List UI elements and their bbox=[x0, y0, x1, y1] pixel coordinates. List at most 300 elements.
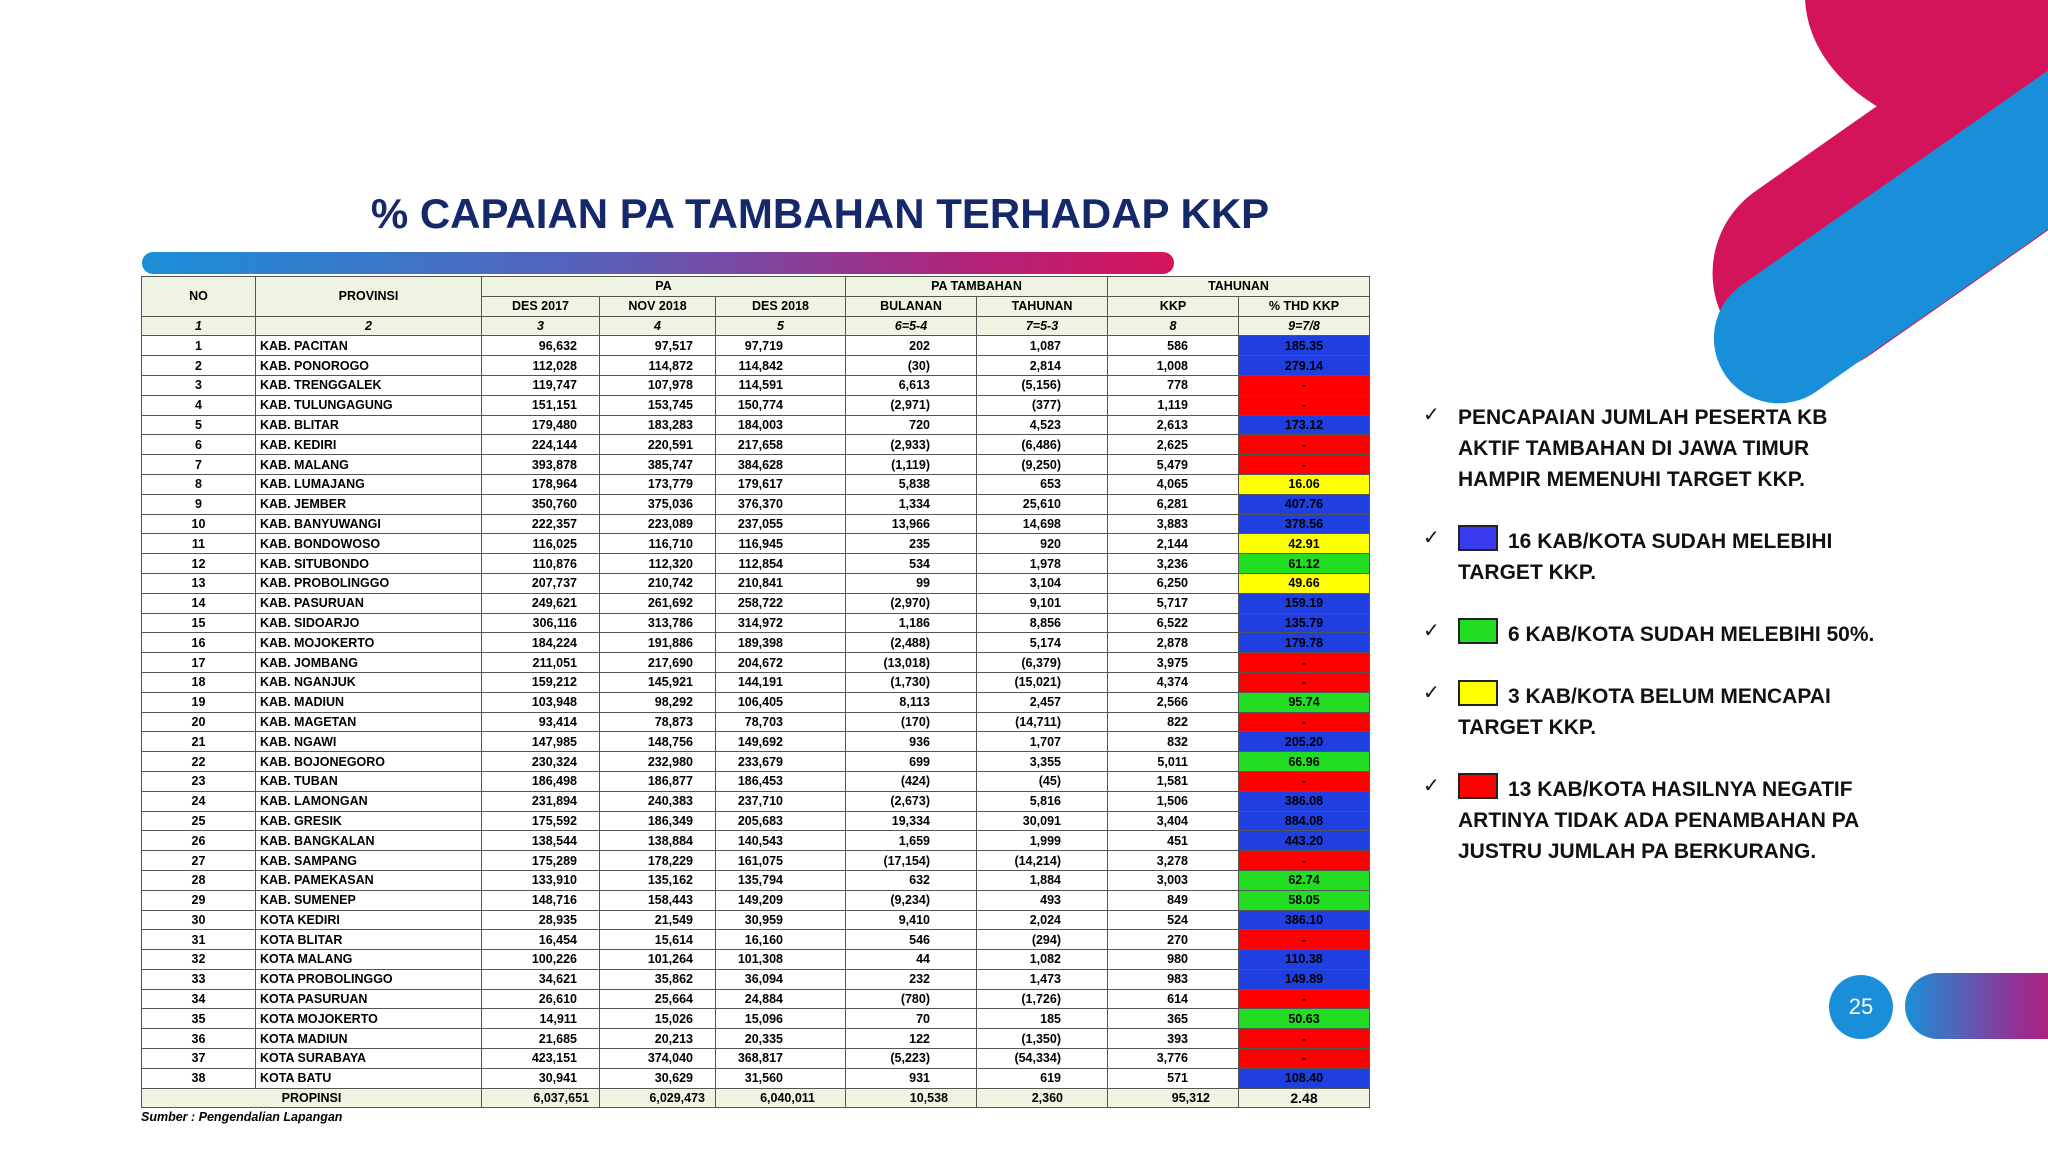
cell-des2017: 147,985 bbox=[482, 732, 600, 752]
cell-tahunan: 493 bbox=[977, 890, 1108, 910]
cell-bulanan: 9,410 bbox=[846, 910, 977, 930]
title-gradient-bar bbox=[142, 252, 1174, 274]
cell-no: 29 bbox=[142, 890, 256, 910]
cell-nov2018: 183,283 bbox=[600, 415, 716, 435]
cell-nov2018: 138,884 bbox=[600, 831, 716, 851]
cell-no: 28 bbox=[142, 870, 256, 890]
cell-tahunan: 3,104 bbox=[977, 573, 1108, 593]
cell-bulanan: 5,838 bbox=[846, 474, 977, 494]
table-row bbox=[142, 613, 1370, 633]
subheader-4: TAHUNAN bbox=[977, 296, 1108, 316]
cell-des2017: 179,480 bbox=[482, 415, 600, 435]
cell-bulanan: 936 bbox=[846, 732, 977, 752]
cell-des2018: 140,543 bbox=[716, 831, 846, 851]
cell-tahunan: (6,486) bbox=[977, 435, 1108, 455]
note-item-2 bbox=[1420, 618, 1880, 650]
cell-nov2018: 210,742 bbox=[600, 573, 716, 593]
cell-nov2018: 217,690 bbox=[600, 653, 716, 673]
cell-tahunan: (9,250) bbox=[977, 455, 1108, 475]
cell-kkp: 6,522 bbox=[1108, 613, 1239, 633]
cell-tahunan: 14,698 bbox=[977, 514, 1108, 534]
cell-des2017: 423,151 bbox=[482, 1049, 600, 1069]
cell-kkp: 451 bbox=[1108, 831, 1239, 851]
index-cell-3: 4 bbox=[600, 316, 716, 336]
cell-des2017: 93,414 bbox=[482, 712, 600, 732]
cell-kkp: 3,975 bbox=[1108, 653, 1239, 673]
cell-tahunan: 8,856 bbox=[977, 613, 1108, 633]
cell-kkp: 5,011 bbox=[1108, 752, 1239, 772]
cell-nov2018: 21,549 bbox=[600, 910, 716, 930]
cell-des2018: 314,972 bbox=[716, 613, 846, 633]
cell-pct: 58.05 bbox=[1239, 890, 1370, 910]
cell-no: 12 bbox=[142, 554, 256, 574]
cell-des2018: 15,096 bbox=[716, 1009, 846, 1029]
cell-des2018: 205,683 bbox=[716, 811, 846, 831]
cell-pct: - bbox=[1239, 455, 1370, 475]
cell-des2018: 144,191 bbox=[716, 672, 846, 692]
cell-tahunan: 30,091 bbox=[977, 811, 1108, 831]
cell-bulanan: (1,119) bbox=[846, 455, 977, 475]
table-row bbox=[142, 930, 1370, 950]
cell-pct: - bbox=[1239, 930, 1370, 950]
cell-des2018: 114,591 bbox=[716, 375, 846, 395]
cell-des2017: 175,289 bbox=[482, 851, 600, 871]
cell-tahunan: (1,726) bbox=[977, 989, 1108, 1009]
cell-nov2018: 240,383 bbox=[600, 791, 716, 811]
cell-des2018: 217,658 bbox=[716, 435, 846, 455]
total-bulanan: 10,538 bbox=[846, 1088, 977, 1108]
cell-nov2018: 191,886 bbox=[600, 633, 716, 653]
cell-kkp: 6,281 bbox=[1108, 494, 1239, 514]
cell-kkp: 365 bbox=[1108, 1009, 1239, 1029]
cell-nov2018: 97,517 bbox=[600, 336, 716, 356]
cell-des2018: 20,335 bbox=[716, 1029, 846, 1049]
table-row bbox=[142, 969, 1370, 989]
cell-des2017: 16,454 bbox=[482, 930, 600, 950]
total-des2018: 6,040,011 bbox=[716, 1088, 846, 1108]
decorative-bottom-pill bbox=[1905, 973, 2048, 1039]
checkmark-icon: ✓ bbox=[1423, 775, 1440, 797]
cell-des2018: 384,628 bbox=[716, 455, 846, 475]
cell-des2017: 393,878 bbox=[482, 455, 600, 475]
cell-bulanan: 720 bbox=[846, 415, 977, 435]
index-cell-7: 8 bbox=[1108, 316, 1239, 336]
cell-des2018: 97,719 bbox=[716, 336, 846, 356]
index-cell-8: 9=7/8 bbox=[1239, 316, 1370, 336]
cell-kkp: 1,506 bbox=[1108, 791, 1239, 811]
cell-kkp: 822 bbox=[1108, 712, 1239, 732]
cell-des2017: 100,226 bbox=[482, 950, 600, 970]
checkmark-icon: ✓ bbox=[1423, 682, 1440, 704]
table-row bbox=[142, 593, 1370, 613]
cell-des2018: 31,560 bbox=[716, 1068, 846, 1088]
cell-kkp: 3,404 bbox=[1108, 811, 1239, 831]
cell-bulanan: (30) bbox=[846, 356, 977, 376]
cell-no: 15 bbox=[142, 613, 256, 633]
cell-pct: 110.38 bbox=[1239, 950, 1370, 970]
cell-bulanan: 1,334 bbox=[846, 494, 977, 514]
cell-tahunan: 1,707 bbox=[977, 732, 1108, 752]
cell-des2018: 186,453 bbox=[716, 771, 846, 791]
cell-no: 16 bbox=[142, 633, 256, 653]
cell-name: KOTA PROBOLINGGO bbox=[256, 969, 482, 989]
total-label: PROPINSI bbox=[142, 1088, 482, 1108]
cell-kkp: 2,878 bbox=[1108, 633, 1239, 653]
cell-bulanan: (2,673) bbox=[846, 791, 977, 811]
cell-name: KOTA KEDIRI bbox=[256, 910, 482, 930]
cell-no: 32 bbox=[142, 950, 256, 970]
cell-no: 11 bbox=[142, 534, 256, 554]
cell-tahunan: (294) bbox=[977, 930, 1108, 950]
cell-kkp: 4,065 bbox=[1108, 474, 1239, 494]
cell-pct: - bbox=[1239, 989, 1370, 1009]
cell-nov2018: 135,162 bbox=[600, 870, 716, 890]
cell-no: 4 bbox=[142, 395, 256, 415]
cell-name: KAB. BONDOWOSO bbox=[256, 534, 482, 554]
cell-kkp: 614 bbox=[1108, 989, 1239, 1009]
cell-tahunan: 185 bbox=[977, 1009, 1108, 1029]
cell-nov2018: 78,873 bbox=[600, 712, 716, 732]
header-pa: PA bbox=[482, 277, 846, 297]
cell-pct: 386.08 bbox=[1239, 791, 1370, 811]
cell-no: 25 bbox=[142, 811, 256, 831]
table-row bbox=[142, 653, 1370, 673]
cell-tahunan: (6,379) bbox=[977, 653, 1108, 673]
cell-pct: 884.08 bbox=[1239, 811, 1370, 831]
cell-tahunan: 2,024 bbox=[977, 910, 1108, 930]
cell-name: KAB. MOJOKERTO bbox=[256, 633, 482, 653]
index-cell-1: 2 bbox=[256, 316, 482, 336]
cell-pct: - bbox=[1239, 395, 1370, 415]
table-row bbox=[142, 494, 1370, 514]
cell-des2017: 231,894 bbox=[482, 791, 600, 811]
capaian-table bbox=[141, 276, 1370, 1108]
cell-no: 35 bbox=[142, 1009, 256, 1029]
cell-kkp: 983 bbox=[1108, 969, 1239, 989]
cell-des2018: 161,075 bbox=[716, 851, 846, 871]
cell-des2017: 184,224 bbox=[482, 633, 600, 653]
table-row bbox=[142, 395, 1370, 415]
index-row bbox=[142, 316, 1370, 336]
page-number: 25 bbox=[1829, 975, 1893, 1039]
cell-bulanan: 1,186 bbox=[846, 613, 977, 633]
note-item-0 bbox=[1420, 402, 1880, 495]
cell-des2017: 26,610 bbox=[482, 989, 600, 1009]
cell-des2018: 30,959 bbox=[716, 910, 846, 930]
cell-name: KAB. GRESIK bbox=[256, 811, 482, 831]
cell-no: 6 bbox=[142, 435, 256, 455]
cell-bulanan: 632 bbox=[846, 870, 977, 890]
index-cell-5: 6=5-4 bbox=[846, 316, 977, 336]
cell-des2017: 151,151 bbox=[482, 395, 600, 415]
cell-nov2018: 114,872 bbox=[600, 356, 716, 376]
cell-des2017: 14,911 bbox=[482, 1009, 600, 1029]
cell-pct: 407.76 bbox=[1239, 494, 1370, 514]
cell-pct: 50.63 bbox=[1239, 1009, 1370, 1029]
cell-kkp: 3,776 bbox=[1108, 1049, 1239, 1069]
cell-nov2018: 173,779 bbox=[600, 474, 716, 494]
cell-pct: - bbox=[1239, 653, 1370, 673]
cell-des2018: 16,160 bbox=[716, 930, 846, 950]
cell-bulanan: 232 bbox=[846, 969, 977, 989]
total-tahunan: 2,360 bbox=[977, 1088, 1108, 1108]
cell-des2017: 306,116 bbox=[482, 613, 600, 633]
checkmark-icon: ✓ bbox=[1423, 404, 1440, 426]
table-row bbox=[142, 950, 1370, 970]
table-row bbox=[142, 831, 1370, 851]
table-row bbox=[142, 375, 1370, 395]
cell-des2018: 135,794 bbox=[716, 870, 846, 890]
cell-name: KAB. PAMEKASAN bbox=[256, 870, 482, 890]
cell-name: KAB. LUMAJANG bbox=[256, 474, 482, 494]
cell-kkp: 3,003 bbox=[1108, 870, 1239, 890]
table-row bbox=[142, 514, 1370, 534]
index-cell-4: 5 bbox=[716, 316, 846, 336]
cell-pct: - bbox=[1239, 851, 1370, 871]
cell-name: KAB. PASURUAN bbox=[256, 593, 482, 613]
header-no: NO bbox=[142, 277, 256, 317]
cell-no: 24 bbox=[142, 791, 256, 811]
cell-no: 23 bbox=[142, 771, 256, 791]
cell-des2018: 237,710 bbox=[716, 791, 846, 811]
cell-des2018: 237,055 bbox=[716, 514, 846, 534]
cell-no: 37 bbox=[142, 1049, 256, 1069]
cell-tahunan: 9,101 bbox=[977, 593, 1108, 613]
table-row bbox=[142, 1029, 1370, 1049]
cell-pct: 173.12 bbox=[1239, 415, 1370, 435]
cell-bulanan: 546 bbox=[846, 930, 977, 950]
table-row bbox=[142, 474, 1370, 494]
cell-tahunan: (45) bbox=[977, 771, 1108, 791]
cell-nov2018: 375,036 bbox=[600, 494, 716, 514]
cell-no: 38 bbox=[142, 1068, 256, 1088]
cell-no: 19 bbox=[142, 692, 256, 712]
cell-tahunan: 1,978 bbox=[977, 554, 1108, 574]
cell-des2018: 210,841 bbox=[716, 573, 846, 593]
cell-bulanan: 70 bbox=[846, 1009, 977, 1029]
cell-tahunan: 1,087 bbox=[977, 336, 1108, 356]
cell-des2018: 258,722 bbox=[716, 593, 846, 613]
cell-des2018: 149,692 bbox=[716, 732, 846, 752]
cell-des2017: 96,632 bbox=[482, 336, 600, 356]
cell-no: 5 bbox=[142, 415, 256, 435]
cell-bulanan: (780) bbox=[846, 989, 977, 1009]
cell-name: KOTA PASURUAN bbox=[256, 989, 482, 1009]
cell-tahunan: 1,473 bbox=[977, 969, 1108, 989]
cell-pct: - bbox=[1239, 375, 1370, 395]
total-nov2018: 6,029,473 bbox=[600, 1088, 716, 1108]
note-item-3 bbox=[1420, 680, 1880, 743]
table-row bbox=[142, 534, 1370, 554]
cell-pct: 149.89 bbox=[1239, 969, 1370, 989]
cell-tahunan: 2,457 bbox=[977, 692, 1108, 712]
cell-des2018: 376,370 bbox=[716, 494, 846, 514]
cell-kkp: 3,278 bbox=[1108, 851, 1239, 871]
cell-des2018: 78,703 bbox=[716, 712, 846, 732]
cell-no: 27 bbox=[142, 851, 256, 871]
cell-des2018: 204,672 bbox=[716, 653, 846, 673]
cell-des2018: 116,945 bbox=[716, 534, 846, 554]
cell-kkp: 586 bbox=[1108, 336, 1239, 356]
note-text: 16 KAB/KOTA SUDAH MELEBIHI TARGET KKP. bbox=[1458, 530, 1833, 584]
header-tahunan: TAHUNAN bbox=[1108, 277, 1370, 297]
subheader-6: % THD KKP bbox=[1239, 296, 1370, 316]
cell-nov2018: 385,747 bbox=[600, 455, 716, 475]
cell-nov2018: 261,692 bbox=[600, 593, 716, 613]
cell-des2018: 106,405 bbox=[716, 692, 846, 712]
cell-des2017: 249,621 bbox=[482, 593, 600, 613]
cell-name: KAB. LAMONGAN bbox=[256, 791, 482, 811]
table-row bbox=[142, 356, 1370, 376]
cell-nov2018: 101,264 bbox=[600, 950, 716, 970]
cell-pct: 179.78 bbox=[1239, 633, 1370, 653]
cell-tahunan: 653 bbox=[977, 474, 1108, 494]
cell-kkp: 3,236 bbox=[1108, 554, 1239, 574]
cell-nov2018: 15,026 bbox=[600, 1009, 716, 1029]
index-cell-6: 7=5-3 bbox=[977, 316, 1108, 336]
cell-name: KAB. JEMBER bbox=[256, 494, 482, 514]
cell-kkp: 1,119 bbox=[1108, 395, 1239, 415]
cell-name: KAB. JOMBANG bbox=[256, 653, 482, 673]
cell-no: 36 bbox=[142, 1029, 256, 1049]
cell-des2017: 21,685 bbox=[482, 1029, 600, 1049]
cell-bulanan: (424) bbox=[846, 771, 977, 791]
cell-pct: - bbox=[1239, 435, 1370, 455]
note-text: 3 KAB/KOTA BELUM MENCAPAI TARGET KKP. bbox=[1458, 685, 1831, 739]
cell-name: KAB. BANGKALAN bbox=[256, 831, 482, 851]
cell-name: KOTA SURABAYA bbox=[256, 1049, 482, 1069]
cell-des2017: 211,051 bbox=[482, 653, 600, 673]
total-pct: 2.48 bbox=[1239, 1088, 1370, 1108]
cell-des2017: 186,498 bbox=[482, 771, 600, 791]
cell-des2018: 233,679 bbox=[716, 752, 846, 772]
cell-des2017: 222,357 bbox=[482, 514, 600, 534]
cell-tahunan: (14,711) bbox=[977, 712, 1108, 732]
cell-des2017: 175,592 bbox=[482, 811, 600, 831]
cell-pct: - bbox=[1239, 712, 1370, 732]
cell-pct: - bbox=[1239, 1029, 1370, 1049]
cell-name: KAB. MALANG bbox=[256, 455, 482, 475]
cell-des2018: 114,842 bbox=[716, 356, 846, 376]
cell-no: 13 bbox=[142, 573, 256, 593]
cell-des2017: 230,324 bbox=[482, 752, 600, 772]
cell-kkp: 2,144 bbox=[1108, 534, 1239, 554]
cell-tahunan: (1,350) bbox=[977, 1029, 1108, 1049]
cell-nov2018: 186,877 bbox=[600, 771, 716, 791]
cell-des2018: 112,854 bbox=[716, 554, 846, 574]
cell-nov2018: 20,213 bbox=[600, 1029, 716, 1049]
cell-nov2018: 15,614 bbox=[600, 930, 716, 950]
cell-des2017: 116,025 bbox=[482, 534, 600, 554]
cell-kkp: 524 bbox=[1108, 910, 1239, 930]
cell-kkp: 832 bbox=[1108, 732, 1239, 752]
cell-no: 26 bbox=[142, 831, 256, 851]
cell-name: KAB. PONOROGO bbox=[256, 356, 482, 376]
cell-bulanan: (5,223) bbox=[846, 1049, 977, 1069]
cell-pct: 49.66 bbox=[1239, 573, 1370, 593]
cell-bulanan: 699 bbox=[846, 752, 977, 772]
cell-pct: 159.19 bbox=[1239, 593, 1370, 613]
cell-pct: 16.06 bbox=[1239, 474, 1370, 494]
legend-swatch bbox=[1458, 773, 1498, 799]
cell-bulanan: 1,659 bbox=[846, 831, 977, 851]
cell-kkp: 3,883 bbox=[1108, 514, 1239, 534]
cell-kkp: 393 bbox=[1108, 1029, 1239, 1049]
cell-bulanan: (2,488) bbox=[846, 633, 977, 653]
note-text: 13 KAB/KOTA HASILNYA NEGATIF ARTINYA TIDAK ADA PENAMBAHAN PA JUSTRU JUMLAH PA BERKURANG. bbox=[1458, 778, 1859, 863]
note-text: PENCAPAIAN JUMLAH PESERTA KB AKTIF TAMBAHAN DI JAWA TIMUR HAMPIR MEMENUHI TARGET KKP. bbox=[1458, 406, 1828, 491]
cell-nov2018: 148,756 bbox=[600, 732, 716, 752]
table-row bbox=[142, 672, 1370, 692]
cell-pct: 95.74 bbox=[1239, 692, 1370, 712]
cell-des2017: 119,747 bbox=[482, 375, 600, 395]
cell-no: 31 bbox=[142, 930, 256, 950]
cell-des2017: 30,941 bbox=[482, 1068, 600, 1088]
table-row bbox=[142, 336, 1370, 356]
cell-tahunan: (54,334) bbox=[977, 1049, 1108, 1069]
cell-des2018: 36,094 bbox=[716, 969, 846, 989]
cell-name: KAB. SITUBONDO bbox=[256, 554, 482, 574]
cell-pct: 185.35 bbox=[1239, 336, 1370, 356]
cell-bulanan: 6,613 bbox=[846, 375, 977, 395]
cell-nov2018: 220,591 bbox=[600, 435, 716, 455]
cell-bulanan: (2,971) bbox=[846, 395, 977, 415]
note-item-4 bbox=[1420, 773, 1880, 867]
table-row bbox=[142, 1068, 1370, 1088]
cell-name: KAB. BANYUWANGI bbox=[256, 514, 482, 534]
cell-no: 7 bbox=[142, 455, 256, 475]
cell-nov2018: 313,786 bbox=[600, 613, 716, 633]
checkmark-icon: ✓ bbox=[1423, 527, 1440, 549]
cell-nov2018: 30,629 bbox=[600, 1068, 716, 1088]
subheader-2: DES 2018 bbox=[716, 296, 846, 316]
cell-des2018: 184,003 bbox=[716, 415, 846, 435]
cell-name: KAB. TUBAN bbox=[256, 771, 482, 791]
cell-name: KAB. TRENGGALEK bbox=[256, 375, 482, 395]
cell-no: 10 bbox=[142, 514, 256, 534]
cell-name: KAB. SAMPANG bbox=[256, 851, 482, 871]
cell-name: KAB. NGANJUK bbox=[256, 672, 482, 692]
legend-swatch bbox=[1458, 680, 1498, 706]
cell-name: KOTA MOJOKERTO bbox=[256, 1009, 482, 1029]
cell-des2017: 34,621 bbox=[482, 969, 600, 989]
table-row bbox=[142, 989, 1370, 1009]
cell-no: 14 bbox=[142, 593, 256, 613]
cell-tahunan: 5,816 bbox=[977, 791, 1108, 811]
cell-bulanan: 931 bbox=[846, 1068, 977, 1088]
cell-pct: 279.14 bbox=[1239, 356, 1370, 376]
cell-no: 34 bbox=[142, 989, 256, 1009]
cell-tahunan: 3,355 bbox=[977, 752, 1108, 772]
cell-no: 1 bbox=[142, 336, 256, 356]
cell-pct: 205.20 bbox=[1239, 732, 1370, 752]
cell-nov2018: 158,443 bbox=[600, 890, 716, 910]
cell-bulanan: (9,234) bbox=[846, 890, 977, 910]
cell-des2017: 103,948 bbox=[482, 692, 600, 712]
cell-name: KOTA MALANG bbox=[256, 950, 482, 970]
cell-tahunan: 2,814 bbox=[977, 356, 1108, 376]
header-provinsi: PROVINSI bbox=[256, 277, 482, 317]
cell-kkp: 2,613 bbox=[1108, 415, 1239, 435]
cell-des2017: 133,910 bbox=[482, 870, 600, 890]
table-row bbox=[142, 435, 1370, 455]
table-row bbox=[142, 455, 1370, 475]
cell-kkp: 980 bbox=[1108, 950, 1239, 970]
cell-no: 21 bbox=[142, 732, 256, 752]
cell-kkp: 270 bbox=[1108, 930, 1239, 950]
cell-kkp: 1,008 bbox=[1108, 356, 1239, 376]
cell-tahunan: (5,156) bbox=[977, 375, 1108, 395]
